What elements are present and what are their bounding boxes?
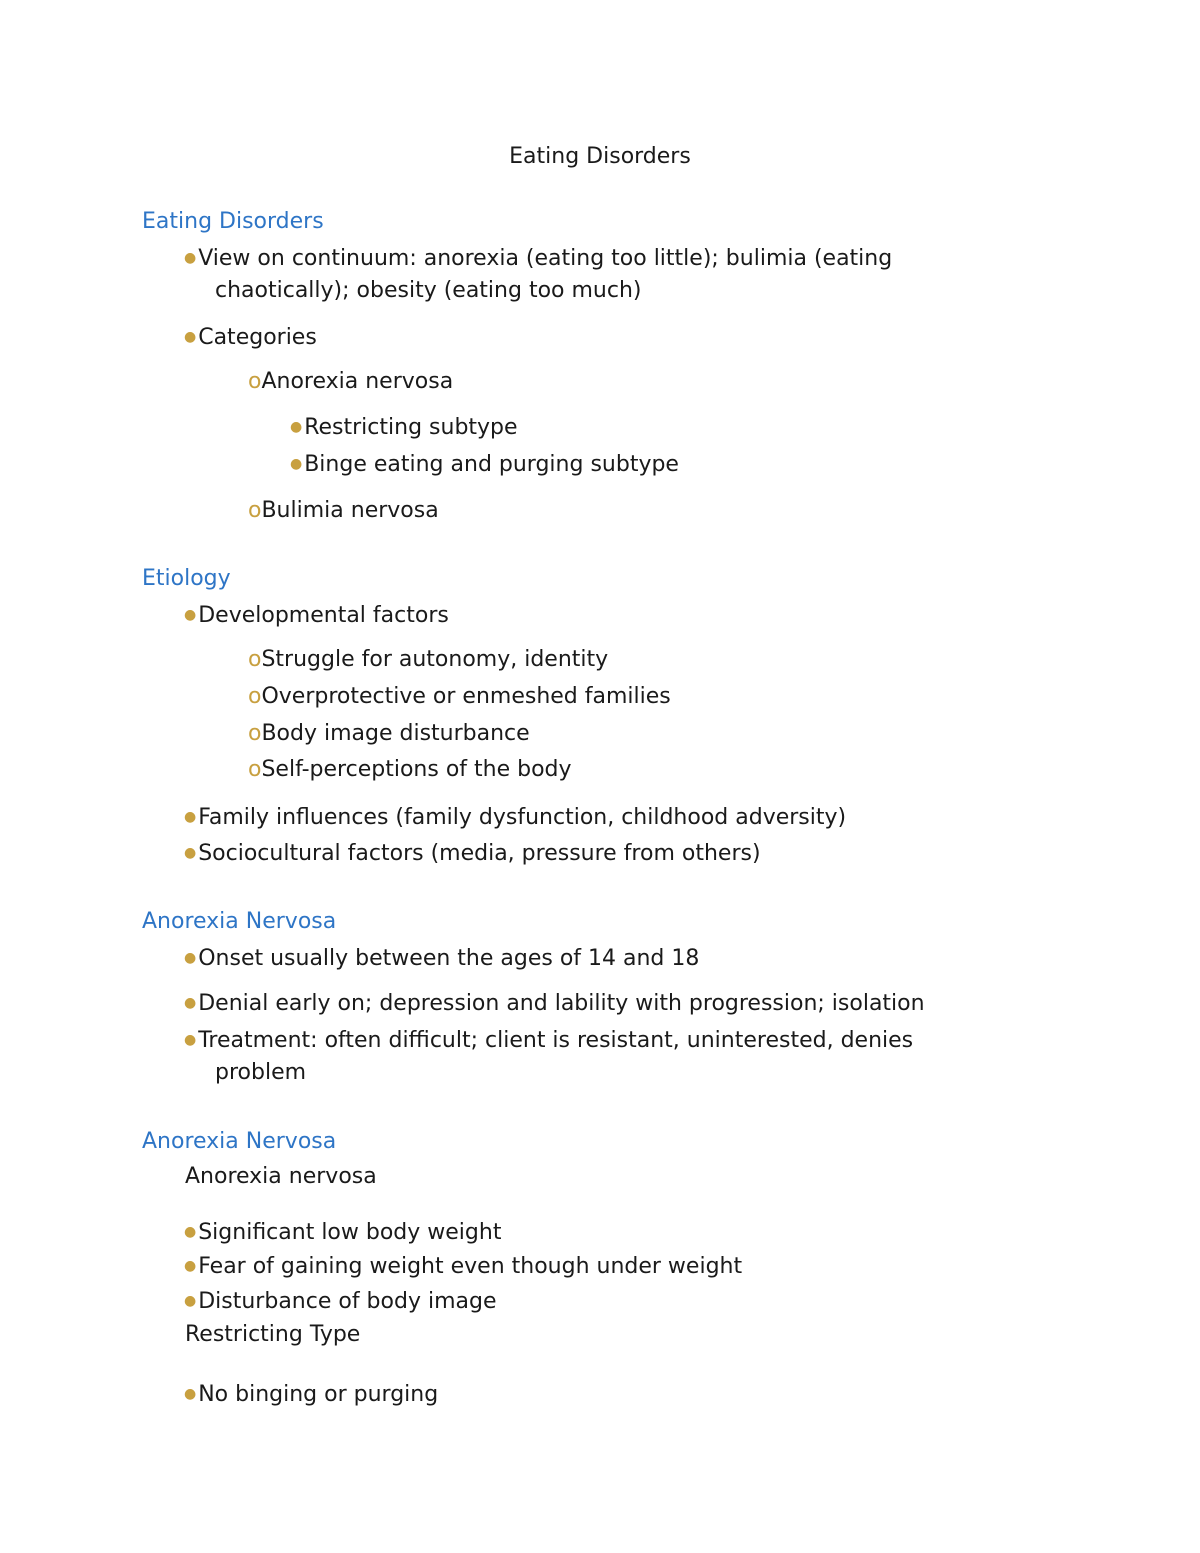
bullet-icon: ● <box>184 809 197 825</box>
list-item-continuation: chaotically); obesity (eating too much) <box>215 278 642 303</box>
list-item <box>184 1381 438 1408</box>
list-item-text: Onset usually between the ages of 14 and 18 <box>198 946 700 971</box>
list-item-text: Categories <box>198 325 317 350</box>
list-item <box>184 1027 913 1054</box>
bullet-icon: ● <box>184 1293 197 1309</box>
list-item-text: Self-perceptions of the body <box>261 757 572 782</box>
document-title: Eating Disorders <box>509 144 691 169</box>
list-item <box>184 840 761 867</box>
list-item-text: Developmental factors <box>198 603 449 628</box>
list-item-text: Denial early on; depression and lability with progression; isolation <box>198 991 925 1016</box>
list-item <box>184 1253 742 1280</box>
list-item <box>184 990 925 1017</box>
list-item-text: Body image disturbance <box>261 721 530 746</box>
bullet-icon: ● <box>184 950 197 966</box>
sub-bullet-icon: o <box>248 684 262 709</box>
list-item <box>290 451 679 478</box>
sub-bullet-icon: o <box>248 647 262 672</box>
list-item <box>184 1288 497 1315</box>
list-item-text: Overprotective or enmeshed families <box>261 684 671 709</box>
section-heading: Anorexia Nervosa <box>142 909 337 934</box>
bullet-icon: ● <box>184 1032 197 1048</box>
list-item <box>248 721 530 747</box>
sub-bullet-icon: o <box>248 498 262 523</box>
section-heading: Eating Disorders <box>142 209 324 234</box>
section-subtitle: Anorexia nervosa <box>185 1164 377 1189</box>
list-item <box>290 414 518 441</box>
sub-bullet-icon: o <box>248 369 262 394</box>
section-subtitle: Restricting Type <box>185 1322 361 1347</box>
list-item <box>184 324 317 351</box>
section-heading: Etiology <box>142 566 231 591</box>
sub-bullet-icon: o <box>248 757 262 782</box>
list-item-text: Family influences (family dysfunction, childhood adversity) <box>198 805 847 830</box>
list-item-text: View on continuum: anorexia (eating too little); bulimia (eating <box>198 246 893 271</box>
list-item <box>248 369 453 395</box>
list-item-continuation: problem <box>215 1060 307 1085</box>
list-item <box>248 684 671 710</box>
list-item <box>184 245 892 272</box>
sub-bullet-icon: o <box>248 721 262 746</box>
list-item-text: Sociocultural factors (media, pressure from others) <box>198 841 761 866</box>
list-item-text: Struggle for autonomy, identity <box>261 647 609 672</box>
bullet-icon: ● <box>290 456 303 472</box>
bullet-icon: ● <box>184 995 197 1011</box>
section-heading: Anorexia Nervosa <box>142 1129 337 1154</box>
list-item <box>184 945 699 972</box>
bullet-icon: ● <box>184 845 197 861</box>
list-item-text: Treatment: often difficult; client is resistant, uninterested, denies <box>198 1028 914 1053</box>
list-item <box>184 1219 501 1246</box>
list-item-text: Binge eating and purging subtype <box>304 452 679 477</box>
bullet-icon: ● <box>290 419 303 435</box>
list-item-text: Anorexia nervosa <box>261 369 454 394</box>
list-item <box>184 602 449 629</box>
bullet-icon: ● <box>184 329 197 345</box>
bullet-icon: ● <box>184 250 197 266</box>
list-item-text: No binging or purging <box>198 1382 439 1407</box>
list-item <box>184 804 846 831</box>
list-item-text: Significant low body weight <box>198 1220 502 1245</box>
list-item <box>248 757 572 783</box>
bullet-icon: ● <box>184 1258 197 1274</box>
bullet-icon: ● <box>184 1224 197 1240</box>
list-item <box>248 498 439 524</box>
list-item-text: Disturbance of body image <box>198 1289 497 1314</box>
list-item-text: Fear of gaining weight even though under weight <box>198 1254 743 1279</box>
list-item <box>248 647 608 673</box>
bullet-icon: ● <box>184 607 197 623</box>
list-item-text: Restricting subtype <box>304 415 518 440</box>
bullet-icon: ● <box>184 1386 197 1402</box>
list-item-text: Bulimia nervosa <box>261 498 439 523</box>
